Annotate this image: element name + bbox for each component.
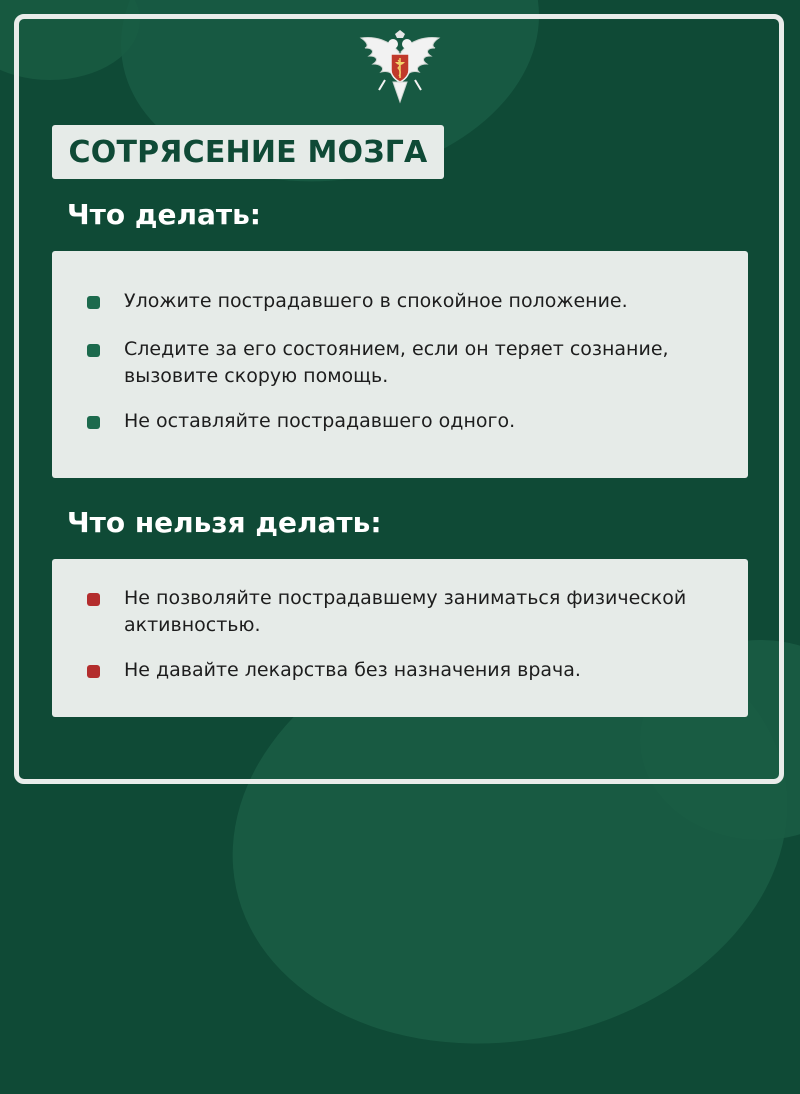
red-bullet-icon bbox=[87, 665, 100, 678]
page-title-box bbox=[52, 125, 444, 179]
double-headed-eagle-emblem-icon bbox=[355, 30, 445, 106]
list-item-text: Не давайте лекарства без назначения врача. bbox=[124, 659, 581, 681]
list-item-text: Не позволяйте пострадавшему заниматься физической активностью. bbox=[124, 587, 687, 636]
list-item-text: Не оставляйте пострадавшего одного. bbox=[124, 410, 516, 432]
green-bullet-icon bbox=[87, 416, 100, 429]
dont-section-heading: Что нельзя делать: bbox=[67, 506, 382, 539]
do-section-heading: Что делать: bbox=[67, 198, 261, 231]
red-bullet-icon bbox=[87, 593, 100, 606]
page-title: СОТРЯСЕНИЕ МОЗГА bbox=[68, 134, 428, 170]
dont-card bbox=[52, 559, 748, 717]
green-bullet-icon bbox=[87, 296, 100, 309]
list-item-text: Следите за его состоянием, если он теряет сознание, вызовите скорую помощь. bbox=[124, 338, 669, 387]
green-bullet-icon bbox=[87, 344, 100, 357]
do-card bbox=[52, 251, 748, 478]
list-item-text: Уложите пострадавшего в спокойное положение. bbox=[124, 290, 628, 312]
